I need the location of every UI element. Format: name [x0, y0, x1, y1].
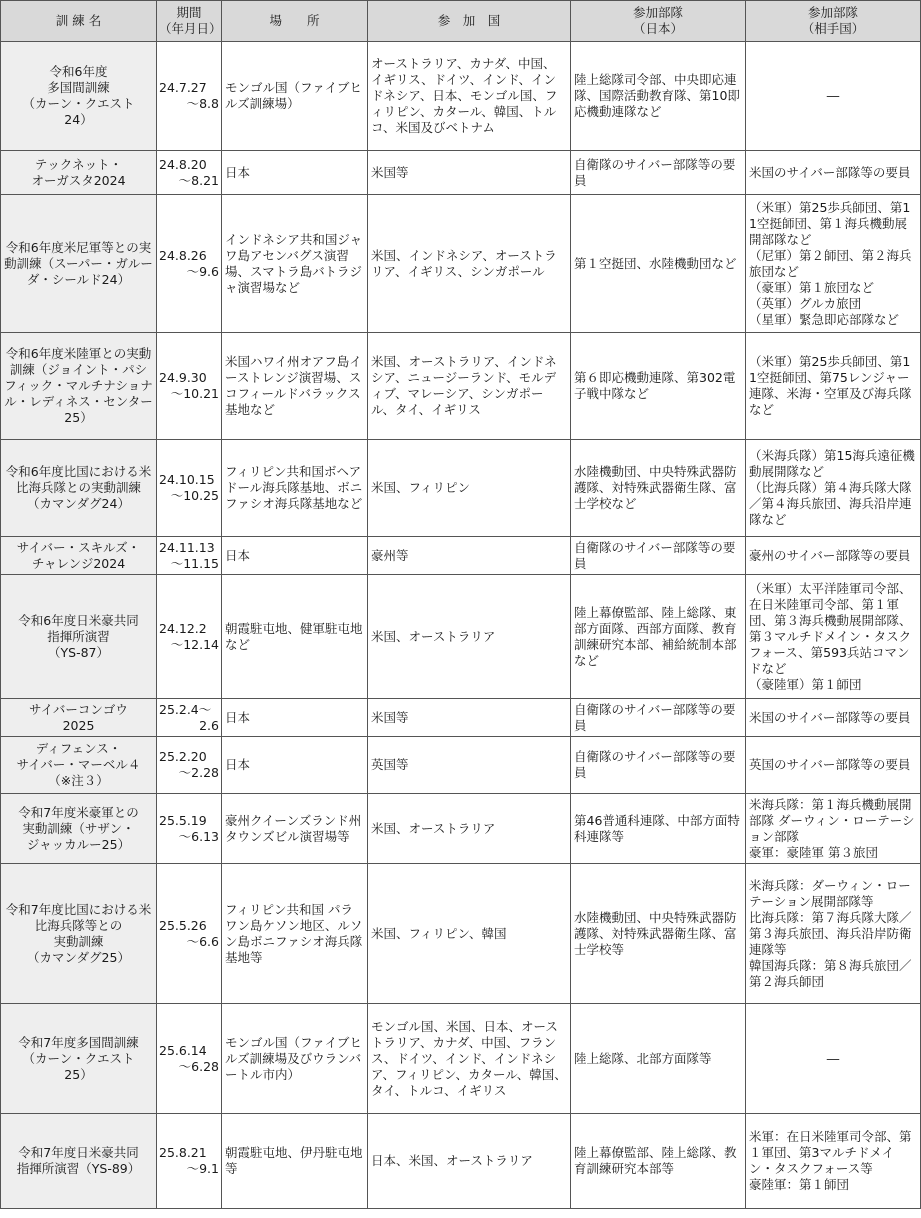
period-start: 24.11.13	[159, 539, 215, 555]
cell-period	[157, 699, 222, 737]
header-units-partner	[746, 1, 921, 42]
cell-place: 米国ハワイ州オアフ島イーストレンジ演習場、スコフィールドバラックス基地など	[222, 333, 368, 440]
cell-units-partner: （米軍）第25歩兵師団、第11空挺師団、第75レンジャー連隊、米海・空軍及び海兵隊など	[746, 333, 921, 440]
cell-units-japan: 自衛隊のサイバー部隊等の要員	[571, 151, 746, 195]
cell-training-name: ディフェンス・ サイバー・マーベル４ （※注３）	[1, 737, 157, 794]
cell-place: 日本	[222, 699, 368, 737]
cell-units-japan: 自衛隊のサイバー部隊等の要員	[571, 537, 746, 575]
cell-period	[157, 575, 222, 699]
cell-period	[157, 864, 222, 1004]
cell-place: 日本	[222, 737, 368, 794]
cell-training-name: 令和6年度日米豪共同 指揮所演習 （YS-87）	[1, 575, 157, 699]
header-period-line1: 期間	[176, 5, 202, 20]
cell-training-name: 令和6年度米陸軍との実動訓練（ジョイント・パシフィック・マルチナショナル・レディネス・センター25）	[1, 333, 157, 440]
header-units-partner-line2: （相手国）	[801, 21, 865, 36]
cell-training-name: 令和6年度 多国間訓練 （カーン・クエスト 24）	[1, 42, 157, 151]
cell-units-japan: 第６即応機動連隊、第302電子戦中隊など	[571, 333, 746, 440]
cell-units-japan: 自衛隊のサイバー部隊等の要員	[571, 737, 746, 794]
header-period-line2: （年月日）	[159, 21, 222, 36]
table-row	[1, 42, 921, 151]
period-start: 25.6.14	[159, 1042, 207, 1058]
period-start: 25.5.19	[159, 812, 207, 828]
cell-countries: 米国、フィリピン、韓国	[368, 864, 571, 1004]
cell-units-japan: 陸上総隊、北部方面隊等	[571, 1004, 746, 1114]
cell-period	[157, 1004, 222, 1114]
table-row	[1, 864, 921, 1004]
cell-units-japan: 水陸機動団、中央特殊武器防護隊、対特殊武器衛生隊、富士学校等	[571, 864, 746, 1004]
cell-period	[157, 537, 222, 575]
cell-place: 朝霞駐屯地、健軍駐屯地など	[222, 575, 368, 699]
period-end: ～2.28	[178, 765, 219, 780]
cell-countries: オーストラリア、カナダ、中国、イギリス、ドイツ、インド、インドネシア、日本、モンゴル国、フィリピン、カタール、韓国、トルコ、米国及びベトナム	[368, 42, 571, 151]
period-end: ～6.13	[178, 828, 219, 844]
cell-units-japan: 第46普通科連隊、中部方面特科連隊等	[571, 794, 746, 864]
cell-place: 日本	[222, 151, 368, 195]
period-end: ～8.8	[186, 96, 219, 111]
cell-units-partner: 米軍：在日米陸軍司令部、第１軍団、第3マルチドメイン・タスクフォース等 豪陸軍：第１師団	[746, 1114, 921, 1209]
period-start: 24.10.15	[159, 472, 215, 487]
cell-place: 日本	[222, 537, 368, 575]
header-units-partner-line1: 参加部隊	[807, 5, 858, 20]
cell-countries: 米国、オーストラリア、インドネシア、ニュージーランド、モルディブ、マレーシア、シンガポール、タイ、イギリス	[368, 333, 571, 440]
period-start: 25.8.21	[159, 1145, 207, 1160]
cell-period	[157, 440, 222, 537]
cell-countries: モンゴル国、米国、日本、オーストラリア、カナダ、中国、フランス、ドイツ、インド、インドネシア、フィリピン、カタール、韓国、タイ、トルコ、イギリス	[368, 1004, 571, 1114]
cell-units-partner: （米軍）太平洋陸軍司令部、在日米陸軍司令部、第１軍団、第３海兵機動展開部隊、第３マルチドメイン・タスクフォース、第593兵站コマンドなど （豪陸軍）第１師団	[746, 575, 921, 699]
table-row	[1, 333, 921, 440]
period-start: 25.2.20	[159, 749, 207, 764]
cell-period	[157, 333, 222, 440]
header-period	[157, 1, 222, 42]
period-start: 25.2.4～	[159, 701, 212, 717]
period-end: ～9.1	[186, 1161, 219, 1176]
cell-training-name: サイバー・スキルズ・ チャレンジ2024	[1, 537, 157, 575]
cell-training-name: 令和6年度米尼軍等との実動訓練（スーパー・ガルーダ・シールド24）	[1, 195, 157, 333]
period-end: ～9.6	[186, 263, 219, 279]
period-end: 2.6	[199, 717, 219, 733]
cell-units-japan: 自衛隊のサイバー部隊等の要員	[571, 699, 746, 737]
cell-period	[157, 737, 222, 794]
cell-units-partner: ―	[746, 42, 921, 151]
cell-training-name: サイバーコンゴウ 2025	[1, 699, 157, 737]
cell-training-name: 令和6年度比国における米比海兵隊との実動訓練 （カマンダグ24）	[1, 440, 157, 537]
table-row	[1, 151, 921, 195]
cell-units-japan: 陸上幕僚監部、陸上総隊、教育訓練研究本部等	[571, 1114, 746, 1209]
cell-period	[157, 42, 222, 151]
period-end: ～12.14	[170, 636, 219, 652]
header-units-japan-line2: （日本）	[632, 21, 683, 36]
cell-units-partner: 米海兵隊：第１海兵機動展開部隊 ダーウィン・ローテーション部隊 豪軍：豪陸軍 第３旅団	[746, 794, 921, 864]
period-end: ～6.28	[178, 1058, 219, 1074]
header-name: 訓 練 名	[1, 1, 157, 42]
table-row	[1, 440, 921, 537]
header-row	[1, 1, 921, 42]
cell-training-name: テックネット・ オーガスタ2024	[1, 151, 157, 195]
period-start: 24.8.20	[159, 156, 207, 172]
cell-training-name: 令和7年度多国間訓練 （カーン・クエスト 25）	[1, 1004, 157, 1114]
cell-period	[157, 794, 222, 864]
cell-training-name: 令和7年度米豪軍との 実動訓練（サザン・ ジャッカルー25）	[1, 794, 157, 864]
cell-units-japan: 陸上幕僚監部、陸上総隊、東部方面隊、西部方面隊、教育訓練研究本部、補給統制本部など	[571, 575, 746, 699]
table-row	[1, 575, 921, 699]
cell-countries: 米国、インドネシア、オーストラリア、イギリス、シンガポール	[368, 195, 571, 333]
cell-training-name: 令和7年度比国における米比海兵隊等との 実動訓練 （カマンダグ25）	[1, 864, 157, 1004]
cell-countries: 米国、オーストラリア	[368, 794, 571, 864]
table-row	[1, 195, 921, 333]
period-start: 25.5.26	[159, 917, 207, 933]
cell-countries: 米国、フィリピン	[368, 440, 571, 537]
cell-units-japan: 陸上総隊司令部、中央即応連隊、国際活動教育隊、第10即応機動連隊など	[571, 42, 746, 151]
cell-countries: 豪州等	[368, 537, 571, 575]
period-end: ～11.15	[170, 555, 219, 571]
period-start: 24.7.27	[159, 80, 207, 95]
cell-countries: 米国等	[368, 699, 571, 737]
cell-units-partner: 英国のサイバー部隊等の要員	[746, 737, 921, 794]
cell-countries: 日本、米国、オーストラリア	[368, 1114, 571, 1209]
cell-place: インドネシア共和国ジャワ島アセンバグス演習場、スマトラ島バトラジャ演習場など	[222, 195, 368, 333]
table-row	[1, 1004, 921, 1114]
cell-place: フィリピン共和国 パラワン島ケソン地区、ルソン島ボニファシオ海兵隊基地等	[222, 864, 368, 1004]
cell-place: 豪州クイーンズランド州 タウンズビル演習場等	[222, 794, 368, 864]
cell-period	[157, 195, 222, 333]
table-row	[1, 699, 921, 737]
cell-units-partner: 豪州のサイバー部隊等の要員	[746, 537, 921, 575]
period-start: 24.12.2	[159, 620, 207, 636]
cell-units-japan: 第１空挺団、水陸機動団など	[571, 195, 746, 333]
table-body	[1, 42, 921, 1209]
period-start: 24.9.30	[159, 370, 207, 385]
cell-place: フィリピン共和国ボヘアドール海兵隊基地、ボニファシオ海兵隊基地など	[222, 440, 368, 537]
table-row	[1, 537, 921, 575]
cell-units-partner: 米国のサイバー部隊等の要員	[746, 151, 921, 195]
cell-period	[157, 151, 222, 195]
period-end: ～8.21	[178, 172, 219, 188]
header-place: 場 所	[222, 1, 368, 42]
period-end: ～10.25	[170, 488, 219, 503]
table-row	[1, 1114, 921, 1209]
table-row	[1, 737, 921, 794]
cell-units-partner: 米国のサイバー部隊等の要員	[746, 699, 921, 737]
cell-place: 朝霞駐屯地、伊丹駐屯地等	[222, 1114, 368, 1209]
header-units-japan	[571, 1, 746, 42]
header-countries: 参 加 国	[368, 1, 571, 42]
cell-period	[157, 1114, 222, 1209]
cell-training-name: 令和7年度日米豪共同 指揮所演習（YS-89）	[1, 1114, 157, 1209]
cell-units-partner: ―	[746, 1004, 921, 1114]
cell-units-partner: （米海兵隊）第15海兵遠征機動展開隊など （比海兵隊）第４海兵隊大隊／第４海兵旅団、海兵沿岸連隊など	[746, 440, 921, 537]
header-units-japan-line1: 参加部隊	[632, 5, 683, 20]
cell-countries: 米国等	[368, 151, 571, 195]
cell-units-partner: （米軍）第25歩兵師団、第11空挺師団、第１海兵機動展開部隊など （尼軍）第２師団、第２海兵旅団など （豪軍）第１旅団など （英軍）グルカ旅団 （星軍）緊急即応部隊など	[746, 195, 921, 333]
cell-place: モンゴル国（ファイブヒルズ訓練場及びウランバートル市内）	[222, 1004, 368, 1114]
period-end: ～10.21	[170, 386, 219, 401]
cell-countries: 英国等	[368, 737, 571, 794]
cell-units-japan: 水陸機動団、中央特殊武器防護隊、対特殊武器衛生隊、富士学校など	[571, 440, 746, 537]
cell-units-partner: 米海兵隊：ダーウィン・ローテーション展開部隊等 比海兵隊：第７海兵隊大隊／第３海兵旅団、海兵沿岸防衛連隊等 韓国海兵隊：第８海兵旅団／第２海兵師団	[746, 864, 921, 1004]
cell-countries: 米国、オーストラリア	[368, 575, 571, 699]
table-row	[1, 794, 921, 864]
period-start: 24.8.26	[159, 247, 207, 263]
period-end: ～6.6	[186, 933, 219, 949]
cell-place: モンゴル国（ファイブヒルズ訓練場）	[222, 42, 368, 151]
